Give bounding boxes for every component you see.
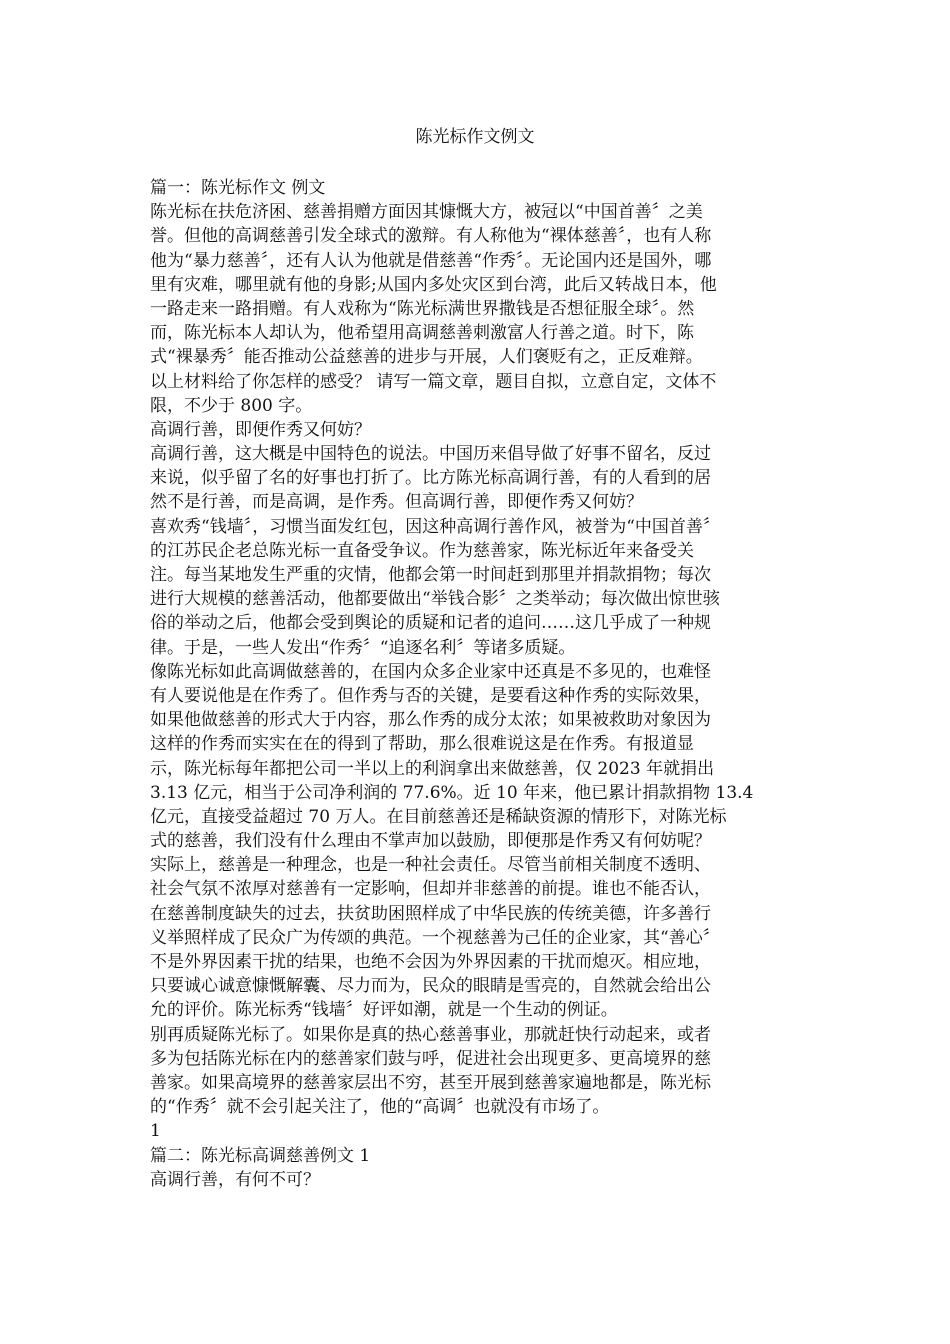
text-line: 义举照样成了民众广为传颂的典范。一个视慈善为己任的企业家，其“善心〞 [150, 927, 720, 948]
text-line: 注。每当某地发生严重的灾情，他都会第一时间赶到那里并捐款捐物；每次 [150, 565, 711, 585]
text-line: 的江苏民企老总陈光标一直备受争议。作为慈善家，陈光标近年来备受关 [150, 540, 694, 561]
text-line: 这样的作秀而实实在在的得到了帮助，那么很难说这是在作秀。有报道显 [150, 734, 694, 755]
text-line: 进行大规模的慈善活动，他都要做出“举钱合影〞之类举动；每次做出惊世骇 [150, 589, 720, 610]
text-line: 来说，似乎留了名的好事也打折了。比方陈光标高调行善，有的人看到的居 [150, 468, 711, 489]
text-line: 篇一：陈光标作文 例文 [150, 178, 326, 198]
text-line: 1 [150, 1121, 161, 1142]
text-line: 喜欢秀“钱墙〞，习惯当面发红包，因这种高调行善作风，被誉为“中国首善〞 [150, 516, 720, 537]
text-line: 社会气氛不浓厚对慈善有一定影响，但却并非慈善的前提。谁也不能否认， [150, 879, 711, 900]
text-line: 的“作秀〞就不会引起关注了，他的“高调〞也就没有市场了。 [150, 1097, 610, 1118]
text-line: 3.13 亿元，相当于公司净利润的 77.6%。近 10 年来，他已累计捐款捐物 13.4 [150, 782, 754, 803]
text-line: 限，不少于 800 字。 [150, 395, 313, 416]
text-line: 里有灾难，哪里就有他的身影;从国内多处灾区到台湾，此后又转战日本，他 [150, 274, 717, 295]
text-line: 然不是行善，而是高调，是作秀。但高调行善，即便作秀又何妨？ [150, 492, 643, 513]
text-line: 陈光标在扶危济困、慈善捐赠方面因其慷慨大方，被冠以“中国首善〞之美 [150, 202, 703, 223]
text-line: 有人要说他是在作秀了。但作秀与否的关键，是要看这种作秀的实际效果， [150, 685, 711, 706]
text-line: 一路走来一路捐赠。有人戏称为“陈光标满世界撒钱是否想征服全球〞。然 [150, 298, 695, 319]
text-line: 允的评价。陈光标秀“钱墙〞好评如潮，就是一个生动的例证。 [150, 1000, 618, 1021]
text-line: 示，陈光标每年都把公司一半以上的利润拿出来做慈善，仅 2023 年就捐出 [150, 758, 715, 779]
text-line: 只要诚心诚意慷慨解囊、尽力而为，民众的眼睛是雪亮的，自然就会给出公 [150, 976, 711, 997]
text-line: 高调行善，即便作秀又何妨？ [150, 419, 371, 440]
text-line: 式的慈善，我们没有什么理由不掌声加以鼓励，即便那是作秀又有何妨呢？ [150, 831, 711, 852]
text-line: 亿元，直接受益超过 70 万人。在目前慈善还是稀缺资源的情形下，对陈光标 [150, 806, 727, 827]
text-line: 像陈光标如此高调做慈善的，在国内众多企业家中还真是不多见的，也难怪 [150, 661, 711, 682]
text-line: 篇二：陈光标高调慈善例文 1 [150, 1145, 371, 1166]
text-line: 高调行善，有何不可？ [150, 1169, 320, 1190]
document-title: 陈光标作文例文 [415, 127, 535, 147]
text-line: 律。于是，一些人发出“作秀〞“追逐名利〞等诸多质疑。 [150, 637, 576, 658]
text-line: 在慈善制度缺失的过去，扶贫助困照样成了中华民族的传统美德，许多善行 [150, 903, 711, 924]
text-line: 善家。如果高境界的慈善家层出不穷，甚至开展到慈善家遍地都是，陈光标 [150, 1072, 711, 1093]
text-line: 式“裸暴秀〞能否推动公益慈善的进步与开展，人们褒贬有之，正反难辩。 [150, 347, 703, 368]
document-body [150, 176, 790, 1192]
text-line: 誉。但他的高调慈善引发全球式的激辩。有人称他为“裸体慈善〞，也有人称 [150, 226, 712, 247]
text-line: 多为包括陈光标在内的慈善家们鼓与呼，促进社会出现更多、更高境界的慈 [150, 1048, 711, 1069]
text-line: 如果他做慈善的形式大于内容，那么作秀的成分太浓；如果被救助对象因为 [150, 710, 711, 731]
text-line: 俗的举动之后，他都会受到舆论的质疑和记者的追问……这几乎成了一种规 [150, 613, 711, 634]
text-line: 而，陈光标本人却认为，他希望用高调慈善刺激富人行善之道。时下，陈 [150, 323, 694, 344]
text-line: 不是外界因素干扰的结果，也绝不会因为外界因素的干扰而熄灭。相应地， [150, 952, 711, 972]
text-line: 实际上，慈善是一种理念，也是一种社会责任。尽管当前相关制度不透明、 [150, 855, 711, 876]
text-line: 高调行善，这大概是中国特色的说法。中国历来倡导做了好事不留名，反过 [150, 444, 711, 465]
text-line: 他为“暴力慈善〞，还有人认为他就是借慈善“作秀〞。无论国内还是国外，哪 [150, 250, 712, 271]
text-line: 别再质疑陈光标了。如果你是真的热心慈善事业，那就赶快行动起来，或者 [150, 1024, 711, 1045]
text-line: 以上材料给了你怎样的感受？ 请写一篇文章，题目自拟，立意自定，文体不 [150, 371, 717, 392]
